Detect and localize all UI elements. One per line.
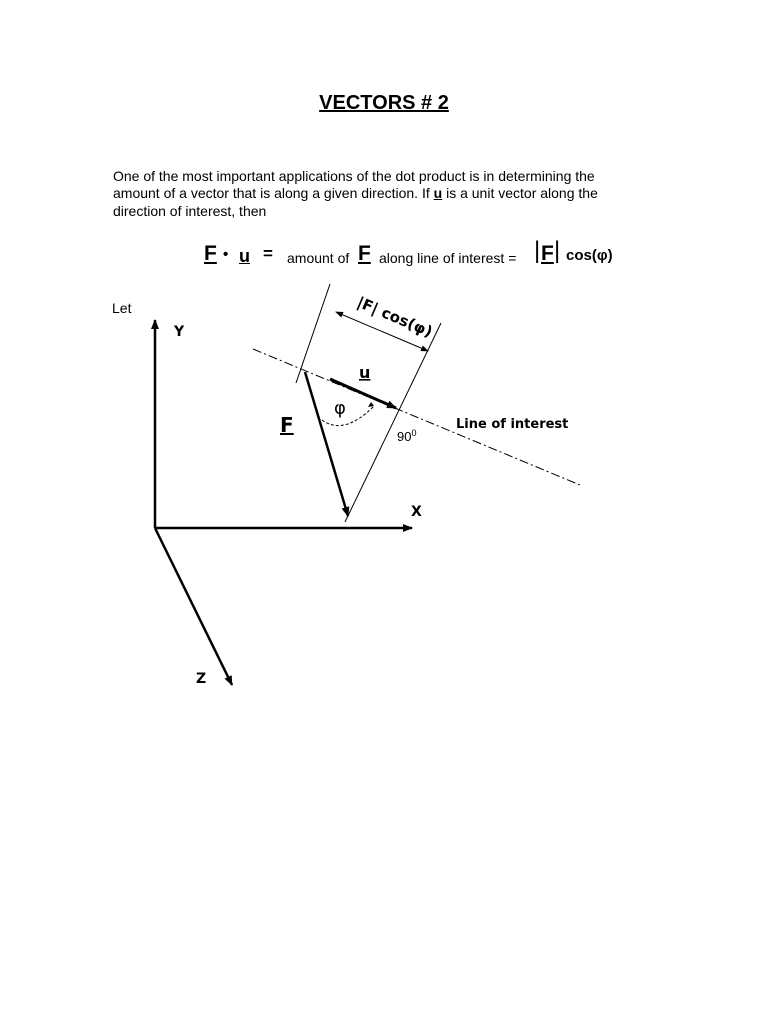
eq-dot: •: [223, 246, 229, 263]
eq-cos-phi: cos(φ): [566, 247, 613, 264]
eq-F-amount: F: [358, 242, 371, 265]
let-label: Let: [112, 300, 132, 316]
eq-bar-open: |: [534, 237, 541, 264]
angle-phi-label: φ: [334, 398, 346, 419]
projection-label: |F| cos(φ): [354, 293, 436, 341]
z-axis: [155, 528, 232, 685]
intro-line-1: One of the most important applications of the dot product is in determining the: [113, 168, 595, 184]
y-axis-label: Y: [174, 324, 185, 340]
eq-F-vector: F: [204, 242, 217, 265]
projection-line-head: [345, 323, 441, 522]
page-title: VECTORS # 2: [319, 92, 449, 114]
intro-line-2-post: is a unit vector along the: [442, 185, 598, 202]
eq-bar-close: |: [554, 237, 561, 264]
intro-line-2-pre: amount of a vector that is along a given direction. If: [113, 185, 434, 202]
vector-F-arrow: [305, 372, 348, 516]
unit-vector-u-inline: u: [433, 185, 443, 202]
x-axis-label: X: [411, 504, 422, 520]
z-axis-label: Z: [196, 671, 207, 687]
eq-amount-of: amount of: [287, 250, 350, 266]
line-of-interest-label: Line of interest: [456, 417, 569, 432]
unit-vector-u-label: u: [359, 363, 371, 382]
eq-equals: =: [263, 244, 273, 263]
vector-F-label: F: [280, 413, 294, 437]
right-angle-label: $90^0$: [397, 428, 417, 444]
angle-phi-arc: [322, 406, 374, 426]
eq-F-magnitude: F: [541, 242, 554, 265]
projection-line-tail: [296, 284, 330, 383]
eq-along-line: along line of interest =: [379, 250, 517, 266]
intro-line-3: direction of interest, then: [113, 202, 267, 219]
eq-u-vector: u: [239, 246, 250, 266]
